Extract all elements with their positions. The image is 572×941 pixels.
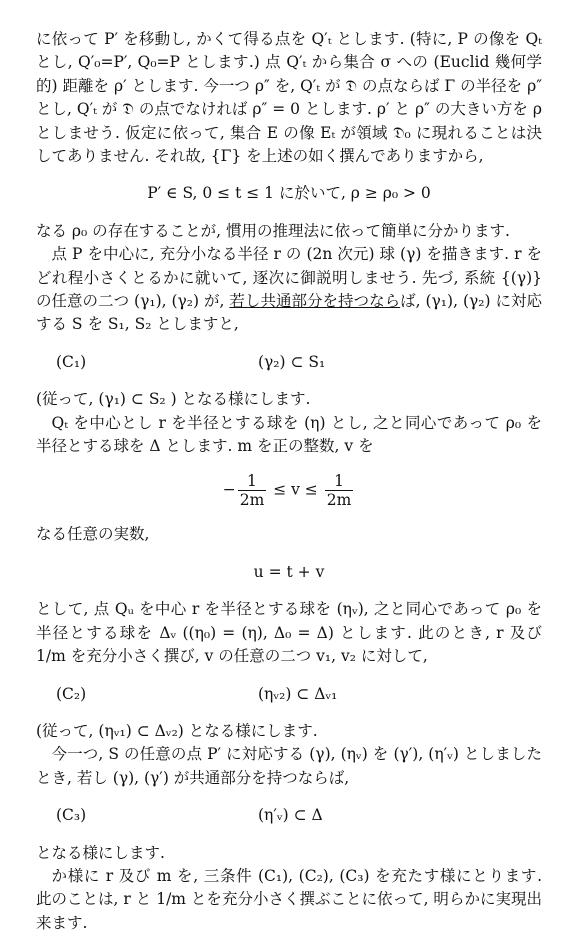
eq2-fraction-right-denominator: 2m (326, 491, 352, 510)
paragraph-8: (従って, (ηᵥ₁) ⊂ Δᵥ₂) となる様にします. (36, 721, 318, 740)
paragraph-2: なる ρ₀ の存在することが, 慣用の推理法に依って簡単に分かります. (36, 221, 510, 240)
paragraph-1: に依って P′ を移動し, かくて得る点を Q′ₜ とします. (特に, P の像を Qₜ とし, Q′₀=P′, Q₀=P とします.) 点 Q′ₜ から集合 σ への (Euclid 幾何学的) 距離を ρ′ とします. 今一つ ρ″ を, Q′ₜ が 𝔇 の点ならば Γ の半径を ρ″ とし, Q′ₜ が 𝔇 の点でなければ ρ″ = 0 とします. ρ′ と ρ″ の大きい方を ρ としませう. 仮定に依って, 集合 E の像 Eₜ が領域 𝔇₀ に現れることは決してありません. それ故, {Γ} を上述の如く撰んでありますから, (36, 30, 542, 166)
eq2-fraction-right-numerator: 1 (325, 472, 354, 491)
eq2-fraction-left-denominator: 2m (239, 491, 265, 510)
paragraph-3 (36, 243, 542, 337)
paragraph-5: Qₜ を中心とし r を半径とする球を (η) とし, 之と同心であって ρ₀ を半径とする球を Δ とします. m を正の整数, v を (36, 413, 542, 456)
condition-c3-label: (C₃) (56, 806, 87, 825)
condition-c1-relation: (γ₂) ⊂ S₁ (258, 352, 326, 371)
paragraph-7: として, 点 Qᵤ を中心 r を半径とする球を (ηᵥ), 之と同心であって ρ₀ を半径とする球を Δᵥ ((η₀) = (η), Δ₀ = Δ) とします. 此のとき, r 及び 1/m を充分小さく撰び, v の任意の二つ v₁, v₂ に対して, (36, 600, 542, 666)
display-equation-3: u = t + v (253, 562, 325, 581)
display-equation-2 (36, 472, 542, 509)
underlined-phrase: 若し共通部分を持つなら (229, 292, 401, 311)
page-body (36, 28, 542, 935)
paragraph-6: なる任意の実数, (36, 525, 150, 544)
eq2-fraction-right (325, 472, 354, 509)
condition-c3-relation: (η′ᵥ) ⊂ Δ (258, 806, 323, 825)
condition-c3 (36, 804, 542, 827)
eq2-inequality: ≤ v ≤ (273, 480, 318, 499)
eq2-fraction-left (238, 472, 267, 509)
paragraph-11: か様に r 及び m を, 三条件 (C₁), (C₂), (C₃) を充たす様にとります. 此のことは, r と 1/m とを充分小さく撰ぶことに依って, 明らかに実現出来ます. (36, 866, 542, 932)
condition-c1-label: (C₁) (56, 352, 87, 371)
condition-c1 (36, 351, 542, 374)
paragraph-10: となる様にします. (36, 843, 165, 862)
eq2-minus: − (222, 480, 236, 499)
condition-c2-label: (C₂) (56, 684, 87, 703)
eq2-fraction-left-numerator: 1 (238, 472, 267, 491)
condition-c2 (36, 683, 542, 706)
paragraph-4: (従って, (γ₁) ⊂ S₂ ) となる様にします. (36, 390, 311, 409)
condition-c2-relation: (ηᵥ₂) ⊂ Δᵥ₁ (258, 684, 338, 703)
paragraph-3-text-b: ば, (γ₁), (γ₂) に対応する S を S₁, S₂ としますと, (36, 292, 542, 334)
display-equation-1: P′ ∈ S, 0 ≤ t ≤ 1 に於いて, ρ ≥ ρ₀ > 0 (147, 184, 431, 203)
paragraph-3-text-a: 点 P を中心に, 充分小なる半径 r の (2n 次元) 球 (γ) を描きます. r をどれ程小さくとるかに就いて, 逐次に御説明しませう. 先づ, 系統 {(γ)} の任意の二つ (γ₁), (γ₂) が, (36, 245, 542, 311)
paragraph-9: 今一つ, S の任意の点 P′ に対応する (γ), (ηᵥ) を (γ′), (η′ᵥ) としましたとき, 若し (γ), (γ′) が共通部分を持つならば, (36, 745, 542, 787)
